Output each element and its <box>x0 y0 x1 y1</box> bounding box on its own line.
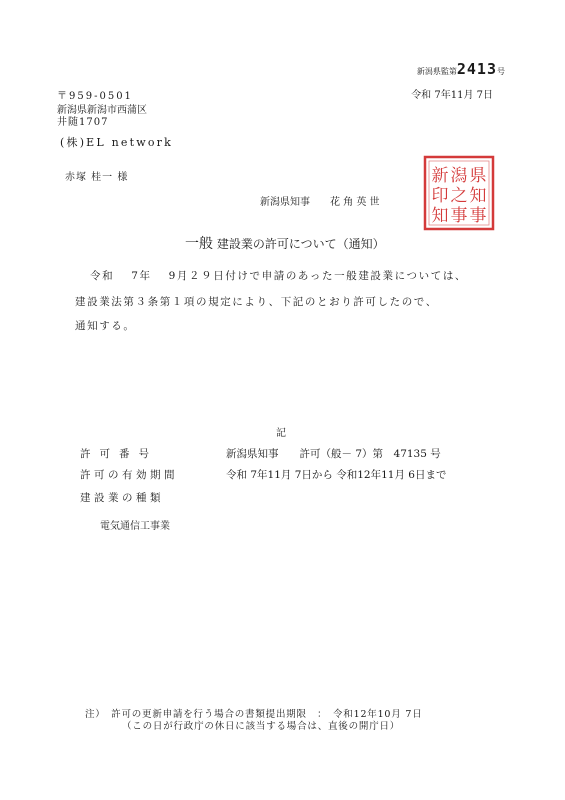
row-value-validity: 令和 7年11月 7日から 令和12年11月 6日まで <box>226 469 447 481</box>
svg-text:事: 事 <box>450 206 468 226</box>
address-line-2: 井随1707 <box>57 117 109 128</box>
title-main: 建設業の許可について（通知） <box>216 237 385 251</box>
sender: 新潟県知事 花 角 英 世 <box>260 197 380 208</box>
svg-text:事: 事 <box>469 206 487 226</box>
note-line-2: （この日が行政庁の休日に該当する場合は、直後の開庁日） <box>122 721 401 732</box>
document-number-value: 2413 <box>456 60 497 78</box>
ki-heading: 記 <box>276 428 286 439</box>
svg-text:潟: 潟 <box>450 166 468 186</box>
svg-text:知: 知 <box>469 186 487 206</box>
title-prefix: 一般 <box>185 236 213 252</box>
document-number-suffix: 号 <box>497 67 505 76</box>
svg-text:新: 新 <box>431 166 449 186</box>
official-seal <box>423 155 495 231</box>
document-number <box>417 60 505 78</box>
postal-code: 〒959-0501 <box>57 91 133 102</box>
svg-text:印: 印 <box>431 186 449 206</box>
row-label-trade-type: 建設業の種類 <box>80 492 164 504</box>
body-line-3: 通知する。 <box>75 320 136 332</box>
note-line-1: 注） 許可の更新申請を行う場合の書類提出期限 ： 令和12年10月 7日 <box>85 709 423 720</box>
body-line-1: 令和 7年 9月２９日付けで申請のあった一般建設業については、 <box>90 270 468 282</box>
svg-text:知: 知 <box>431 206 449 226</box>
trade-name: 電気通信工事業 <box>100 521 170 532</box>
row-value-permit-number: 新潟県知事 許可（般－ 7）第 47135 号 <box>226 448 441 460</box>
address-line-1: 新潟県新潟市西蒲区 <box>57 105 147 116</box>
document-title <box>185 233 385 253</box>
svg-text:之: 之 <box>450 186 468 206</box>
svg-text:県: 県 <box>469 166 487 186</box>
row-label-validity: 許可の有効期間 <box>80 469 178 481</box>
row-label-permit-number: 許可番号 <box>80 448 158 460</box>
company-name: (株)EL network <box>60 136 173 149</box>
issue-date: 令和 7年11月 7日 <box>411 90 493 101</box>
document-number-prefix: 新潟県監第 <box>416 67 457 76</box>
body-line-2: 建設業法第３条第１項の規定により、下記のとおり許可したので、 <box>75 296 438 308</box>
recipient-name: 赤塚 桂一 様 <box>65 172 129 183</box>
